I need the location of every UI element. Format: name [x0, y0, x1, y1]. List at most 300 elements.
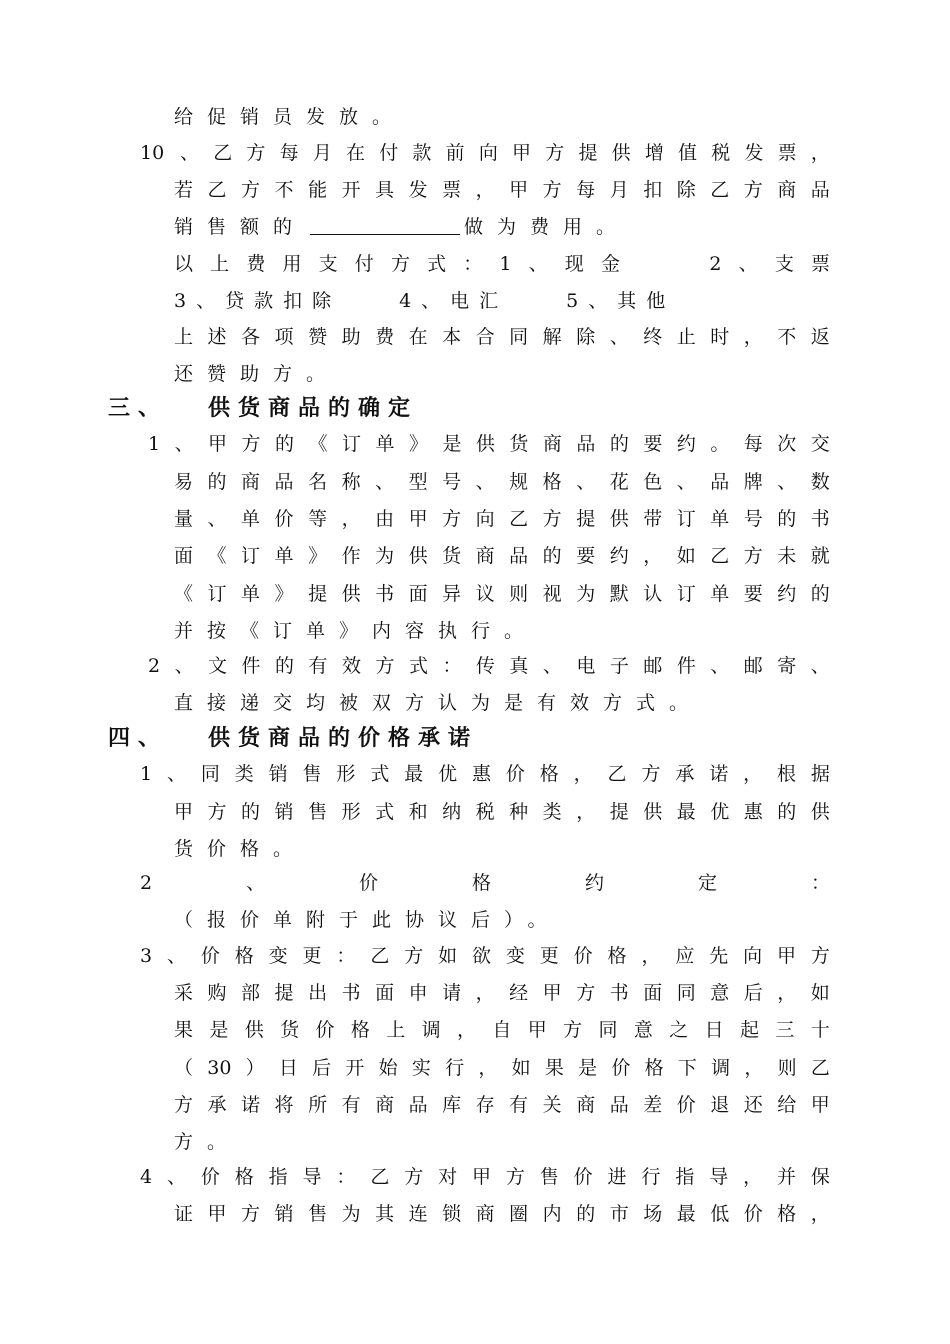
- glyph: 价: [359, 872, 379, 894]
- glyph: 价: [200, 945, 220, 967]
- glyph: 发: [408, 179, 428, 201]
- glyph: 供: [341, 583, 361, 605]
- glyph: 效: [341, 655, 361, 677]
- s4-item4-line1: [140, 1164, 830, 1190]
- glyph: 商: [542, 433, 562, 455]
- glyph: 要: [743, 583, 763, 605]
- glyph: 面: [174, 545, 194, 567]
- glyph: 供: [611, 142, 631, 164]
- sponsor-line2: 还赞助方。: [174, 363, 340, 385]
- s4-item3-line6: 方。: [174, 1131, 241, 1153]
- glyph: ，: [744, 1057, 764, 1079]
- glyph: 经: [509, 982, 529, 1004]
- glyph: 以: [174, 253, 194, 275]
- glyph: 调: [711, 1057, 731, 1079]
- glyph: ，: [743, 763, 763, 785]
- glyph: 果: [174, 1019, 194, 1041]
- glyph: 上: [174, 326, 194, 348]
- glyph: ，: [573, 763, 593, 785]
- glyph: 供: [475, 433, 495, 455]
- payment-methods-line1: [174, 251, 830, 277]
- glyph: 寄: [777, 655, 797, 677]
- glyph: 单: [710, 583, 730, 605]
- glyph: 订: [207, 583, 227, 605]
- glyph: 始: [378, 1057, 398, 1079]
- glyph: 乙: [710, 179, 730, 201]
- glyph: 惠: [471, 763, 491, 785]
- glyph: 交: [810, 433, 830, 455]
- glyph: 书: [341, 982, 361, 1004]
- glyph: 后: [312, 1057, 332, 1079]
- glyph: 、: [174, 433, 194, 455]
- glyph: 传: [475, 655, 495, 677]
- glyph: 格: [644, 1057, 664, 1079]
- glyph: 异: [442, 583, 462, 605]
- glyph: 品: [810, 179, 830, 201]
- s3-item1-line5: [174, 581, 830, 607]
- glyph: 变: [505, 945, 525, 967]
- glyph: 的: [241, 801, 261, 823]
- glyph: 格: [350, 1019, 370, 1041]
- section3-number: 三、: [108, 395, 169, 421]
- glyph: 售: [302, 763, 322, 785]
- glyph: 货: [280, 1019, 300, 1041]
- glyph: 供: [810, 801, 830, 823]
- s4-item3-line2: [174, 980, 830, 1006]
- s3-item1-line3: [174, 506, 830, 532]
- glyph: 赞: [308, 326, 328, 348]
- glyph: 甲: [408, 508, 428, 530]
- glyph: 方: [542, 179, 562, 201]
- glyph: 退: [710, 1094, 730, 1116]
- s4-item2-line1: [140, 870, 830, 896]
- glyph: 终: [643, 326, 663, 348]
- glyph: 欲: [471, 945, 491, 967]
- glyph: 类: [542, 801, 562, 823]
- glyph: 对: [438, 1166, 458, 1188]
- glyph: 由: [375, 508, 395, 530]
- item10-line2: [174, 177, 830, 203]
- item10-line3-suffix: 做为费用。: [464, 216, 630, 238]
- glyph: ：: [442, 655, 462, 677]
- glyph: 购: [207, 982, 227, 1004]
- glyph: ：: [336, 945, 356, 967]
- glyph: 承: [675, 763, 695, 785]
- glyph: 给: [777, 1094, 797, 1116]
- glyph: ，: [341, 508, 361, 530]
- glyph: 方: [404, 1166, 424, 1188]
- glyph: 下: [677, 1057, 697, 1079]
- glyph: 后: [743, 982, 763, 1004]
- glyph: 最: [676, 1203, 696, 1225]
- glyph: 同: [598, 1019, 618, 1041]
- glyph: 为: [375, 545, 395, 567]
- glyph: 内: [542, 1203, 562, 1225]
- glyph: 在: [346, 142, 366, 164]
- glyph: 30: [207, 1057, 232, 1079]
- glyph: 为: [341, 1203, 361, 1225]
- glyph: 、: [576, 471, 596, 493]
- glyph: 价: [315, 1019, 335, 1041]
- glyph: 市: [609, 1203, 629, 1225]
- glyph: 价: [573, 1166, 593, 1188]
- glyph: 订: [341, 433, 361, 455]
- glyph: 方: [641, 763, 661, 785]
- glyph: 惠: [743, 801, 763, 823]
- glyph: 开: [341, 179, 361, 201]
- glyph: 开: [345, 1057, 365, 1079]
- glyph: 数: [810, 471, 830, 493]
- glyph: 则: [509, 583, 529, 605]
- glyph: 果: [544, 1057, 564, 1079]
- glyph: 的: [207, 471, 227, 493]
- glyph: 、: [528, 253, 548, 275]
- glyph: 提: [576, 508, 596, 530]
- glyph: 议: [475, 583, 495, 605]
- glyph: ，: [777, 982, 797, 1004]
- s4-item2-line2: （报价单附于此协议后）。: [174, 909, 561, 931]
- glyph: 乙: [810, 1057, 830, 1079]
- glyph: 品: [408, 1094, 428, 1116]
- glyph: 日: [278, 1057, 298, 1079]
- glyph: 诺: [709, 763, 729, 785]
- s4-item1-line2: [174, 799, 830, 825]
- glyph: 更: [302, 945, 322, 967]
- s4-item1-line1: [140, 761, 830, 787]
- glyph: 单: [710, 508, 730, 530]
- glyph: 甲: [208, 433, 228, 455]
- glyph: 书: [609, 982, 629, 1004]
- glyph: 甲: [542, 982, 562, 1004]
- glyph: 应: [675, 945, 695, 967]
- glyph: 具: [375, 179, 395, 201]
- glyph: 销: [274, 1203, 294, 1225]
- glyph: 每: [576, 179, 596, 201]
- glyph: 甲: [512, 142, 532, 164]
- glyph: 圈: [509, 1203, 529, 1225]
- glyph: 方: [207, 801, 227, 823]
- glyph: 、: [207, 508, 227, 530]
- glyph: 货: [509, 433, 529, 455]
- glyph: ：: [810, 872, 830, 894]
- glyph: 品: [274, 471, 294, 493]
- glyph: 意: [710, 982, 730, 1004]
- item9-continuation: 给促销员发放。: [174, 106, 406, 128]
- glyph: 进: [607, 1166, 627, 1188]
- glyph: ，: [643, 545, 663, 567]
- glyph: 甲: [471, 1166, 491, 1188]
- glyph: 有: [308, 655, 328, 677]
- glyph: 税: [475, 801, 495, 823]
- glyph: 价: [573, 945, 593, 967]
- glyph: 方: [542, 508, 562, 530]
- glyph: 书: [810, 508, 830, 530]
- s3-item1-line4: [174, 543, 830, 569]
- glyph: 关: [542, 1094, 562, 1116]
- glyph: 号: [743, 508, 763, 530]
- glyph: 、: [676, 471, 696, 493]
- glyph: 3: [140, 945, 153, 967]
- glyph: 件: [676, 655, 696, 677]
- glyph: 认: [643, 583, 663, 605]
- glyph: 约: [676, 433, 696, 455]
- glyph: 件: [241, 655, 261, 677]
- glyph: 诺: [241, 1094, 261, 1116]
- glyph: 方: [404, 945, 424, 967]
- glyph: 乙: [370, 1166, 390, 1188]
- glyph: 甲: [174, 801, 194, 823]
- s3-item1-line6: 并按《订单》内容执行。: [174, 620, 538, 642]
- glyph: 前: [445, 142, 465, 164]
- glyph: 乙: [370, 945, 390, 967]
- glyph: 、: [810, 655, 830, 677]
- glyph: 1: [140, 763, 153, 785]
- glyph: 、: [180, 142, 200, 164]
- glyph: [637, 251, 656, 277]
- glyph: 形: [336, 763, 356, 785]
- glyph: ，: [743, 1166, 763, 1188]
- glyph: 月: [312, 142, 332, 164]
- sponsor-line1: [174, 324, 830, 350]
- glyph: 电: [576, 655, 596, 677]
- glyph: ，: [641, 945, 661, 967]
- s4-item3-line4: [174, 1055, 830, 1081]
- glyph: ，: [810, 1203, 830, 1225]
- glyph: 单: [241, 508, 261, 530]
- glyph: ，: [475, 179, 495, 201]
- glyph: 品: [576, 433, 596, 455]
- glyph: 金: [600, 253, 620, 275]
- glyph: 是: [209, 1019, 229, 1041]
- glyph: 供: [408, 545, 428, 567]
- glyph: 合: [475, 326, 495, 348]
- glyph: 要: [576, 545, 596, 567]
- glyph: 每: [743, 433, 763, 455]
- section4-title: 供货商品的价格承诺: [208, 725, 479, 751]
- glyph: 默: [609, 583, 629, 605]
- glyph: 方: [246, 142, 266, 164]
- glyph: 同: [200, 763, 220, 785]
- glyph: 方: [505, 1166, 525, 1188]
- glyph: 品: [710, 471, 730, 493]
- glyph: 行: [641, 1166, 661, 1188]
- glyph: 导: [302, 1166, 322, 1188]
- glyph: 邮: [643, 655, 663, 677]
- glyph: 商: [576, 1094, 596, 1116]
- glyph: 采: [174, 982, 194, 1004]
- glyph: 止: [676, 326, 696, 348]
- glyph: 乙: [207, 179, 227, 201]
- glyph: 提: [308, 583, 328, 605]
- glyph: 费: [375, 326, 395, 348]
- glyph: 式: [370, 763, 390, 785]
- glyph: 的: [777, 508, 797, 530]
- glyph: 订: [676, 583, 696, 605]
- glyph: 销: [274, 801, 294, 823]
- glyph: 商: [241, 471, 261, 493]
- glyph: 方: [375, 655, 395, 677]
- glyph: 上: [210, 253, 230, 275]
- glyph: 带: [643, 508, 663, 530]
- fee-blank-line: [310, 214, 460, 235]
- glyph: 面: [408, 583, 428, 605]
- glyph: 方: [563, 1019, 583, 1041]
- glyph: 名: [308, 471, 328, 493]
- glyph: 的: [576, 1203, 596, 1225]
- payment-methods-line2: 3、贷款扣除 4、电汇 5、其他: [174, 290, 676, 312]
- glyph: 的: [275, 433, 295, 455]
- glyph: 能: [308, 179, 328, 201]
- glyph: 向: [475, 508, 495, 530]
- glyph: 约: [585, 872, 605, 894]
- glyph: 各: [241, 326, 261, 348]
- glyph: 和: [408, 801, 428, 823]
- glyph: 等: [308, 508, 328, 530]
- glyph: 单: [375, 433, 395, 455]
- glyph: 提: [609, 801, 629, 823]
- glyph: 格: [234, 945, 254, 967]
- glyph: 式: [375, 801, 395, 823]
- glyph: 请: [442, 982, 462, 1004]
- glyph: 更: [539, 945, 559, 967]
- glyph: 1: [148, 433, 161, 455]
- glyph: 增: [644, 142, 664, 164]
- glyph: 乙: [213, 142, 233, 164]
- glyph: 商: [475, 1203, 495, 1225]
- item10-line3: [174, 214, 629, 240]
- glyph: 文: [208, 655, 228, 677]
- glyph: 优: [710, 801, 730, 823]
- glyph: 、: [475, 471, 495, 493]
- glyph: 票: [810, 253, 830, 275]
- glyph: 牌: [743, 471, 763, 493]
- glyph: 1: [499, 253, 512, 275]
- glyph: 供: [244, 1019, 264, 1041]
- glyph: 乙: [710, 545, 730, 567]
- section4-number: 四、: [108, 725, 169, 751]
- s4-item3-line3: [174, 1017, 830, 1043]
- glyph: 同: [676, 982, 696, 1004]
- glyph: 助: [341, 326, 361, 348]
- glyph: 上: [386, 1019, 406, 1041]
- glyph: 单: [241, 583, 261, 605]
- glyph: 》: [408, 433, 428, 455]
- glyph: 品: [509, 545, 529, 567]
- glyph: 支: [318, 253, 338, 275]
- glyph: 返: [810, 326, 830, 348]
- glyph: 甲: [810, 1094, 830, 1116]
- glyph: 、: [375, 471, 395, 493]
- glyph: 次: [777, 433, 797, 455]
- glyph: 2: [709, 253, 722, 275]
- glyph: 扣: [643, 179, 663, 201]
- glyph: 所: [308, 1094, 328, 1116]
- glyph: 除: [676, 179, 696, 201]
- glyph: 锁: [442, 1203, 462, 1225]
- glyph: 支: [774, 253, 794, 275]
- section3-title: 供货商品的确定: [208, 395, 419, 421]
- glyph: 花: [609, 471, 629, 493]
- glyph: 库: [442, 1094, 462, 1116]
- glyph: 用: [282, 253, 302, 275]
- glyph: 方: [545, 142, 565, 164]
- glyph: 价: [200, 1166, 220, 1188]
- glyph: 月: [609, 179, 629, 201]
- glyph: 邮: [743, 655, 763, 677]
- glyph: 格: [777, 1203, 797, 1225]
- glyph: 》: [274, 583, 294, 605]
- s4-item1-line3: 货价格。: [174, 838, 307, 860]
- glyph: 商: [475, 545, 495, 567]
- glyph: 申: [408, 982, 428, 1004]
- glyph: 价: [274, 508, 294, 530]
- glyph: 价: [676, 1094, 696, 1116]
- glyph: 易: [174, 471, 194, 493]
- glyph: 不: [777, 326, 797, 348]
- item10-text: [180, 140, 830, 166]
- glyph: 意: [633, 1019, 653, 1041]
- glyph: 乙: [509, 508, 529, 530]
- glyph: 的: [777, 801, 797, 823]
- glyph: 、: [166, 763, 186, 785]
- glyph: 售: [308, 801, 328, 823]
- glyph: 起: [740, 1019, 760, 1041]
- glyph: 约: [777, 583, 797, 605]
- glyph: 书: [375, 583, 395, 605]
- glyph: 型: [408, 471, 428, 493]
- glyph: 、: [738, 253, 758, 275]
- glyph: ）: [245, 1057, 265, 1079]
- glyph: 向: [478, 142, 498, 164]
- glyph: 。: [710, 433, 730, 455]
- glyph: 子: [609, 655, 629, 677]
- glyph: 乙: [607, 763, 627, 785]
- glyph: 作: [341, 545, 361, 567]
- glyph: 《: [308, 433, 328, 455]
- glyph: 方: [241, 433, 261, 455]
- glyph: 真: [509, 655, 529, 677]
- glyph: 税: [711, 142, 731, 164]
- glyph: ，: [478, 1057, 498, 1079]
- glyph: 出: [308, 982, 328, 1004]
- glyph: 方: [743, 179, 763, 201]
- glyph: 承: [207, 1094, 227, 1116]
- glyph: 方: [174, 1094, 194, 1116]
- glyph: 费: [246, 253, 266, 275]
- glyph: 三: [775, 1019, 795, 1041]
- glyph: 面: [643, 982, 663, 1004]
- glyph: 指: [675, 1166, 695, 1188]
- glyph: 并: [777, 1166, 797, 1188]
- glyph: 如: [511, 1057, 531, 1079]
- glyph: 在: [408, 326, 428, 348]
- glyph: 价: [505, 763, 525, 785]
- glyph: 每: [279, 142, 299, 164]
- glyph: 发: [744, 142, 764, 164]
- glyph: 视: [542, 583, 562, 605]
- glyph: 日: [704, 1019, 724, 1041]
- glyph: 式: [408, 655, 428, 677]
- glyph: 解: [542, 326, 562, 348]
- glyph: 式: [427, 253, 447, 275]
- glyph: 付: [379, 142, 399, 164]
- glyph: 商: [375, 1094, 395, 1116]
- glyph: 不: [274, 179, 294, 201]
- glyph: 自: [492, 1019, 512, 1041]
- glyph: 量: [174, 508, 194, 530]
- glyph: 若: [174, 179, 194, 201]
- glyph: 单: [274, 545, 294, 567]
